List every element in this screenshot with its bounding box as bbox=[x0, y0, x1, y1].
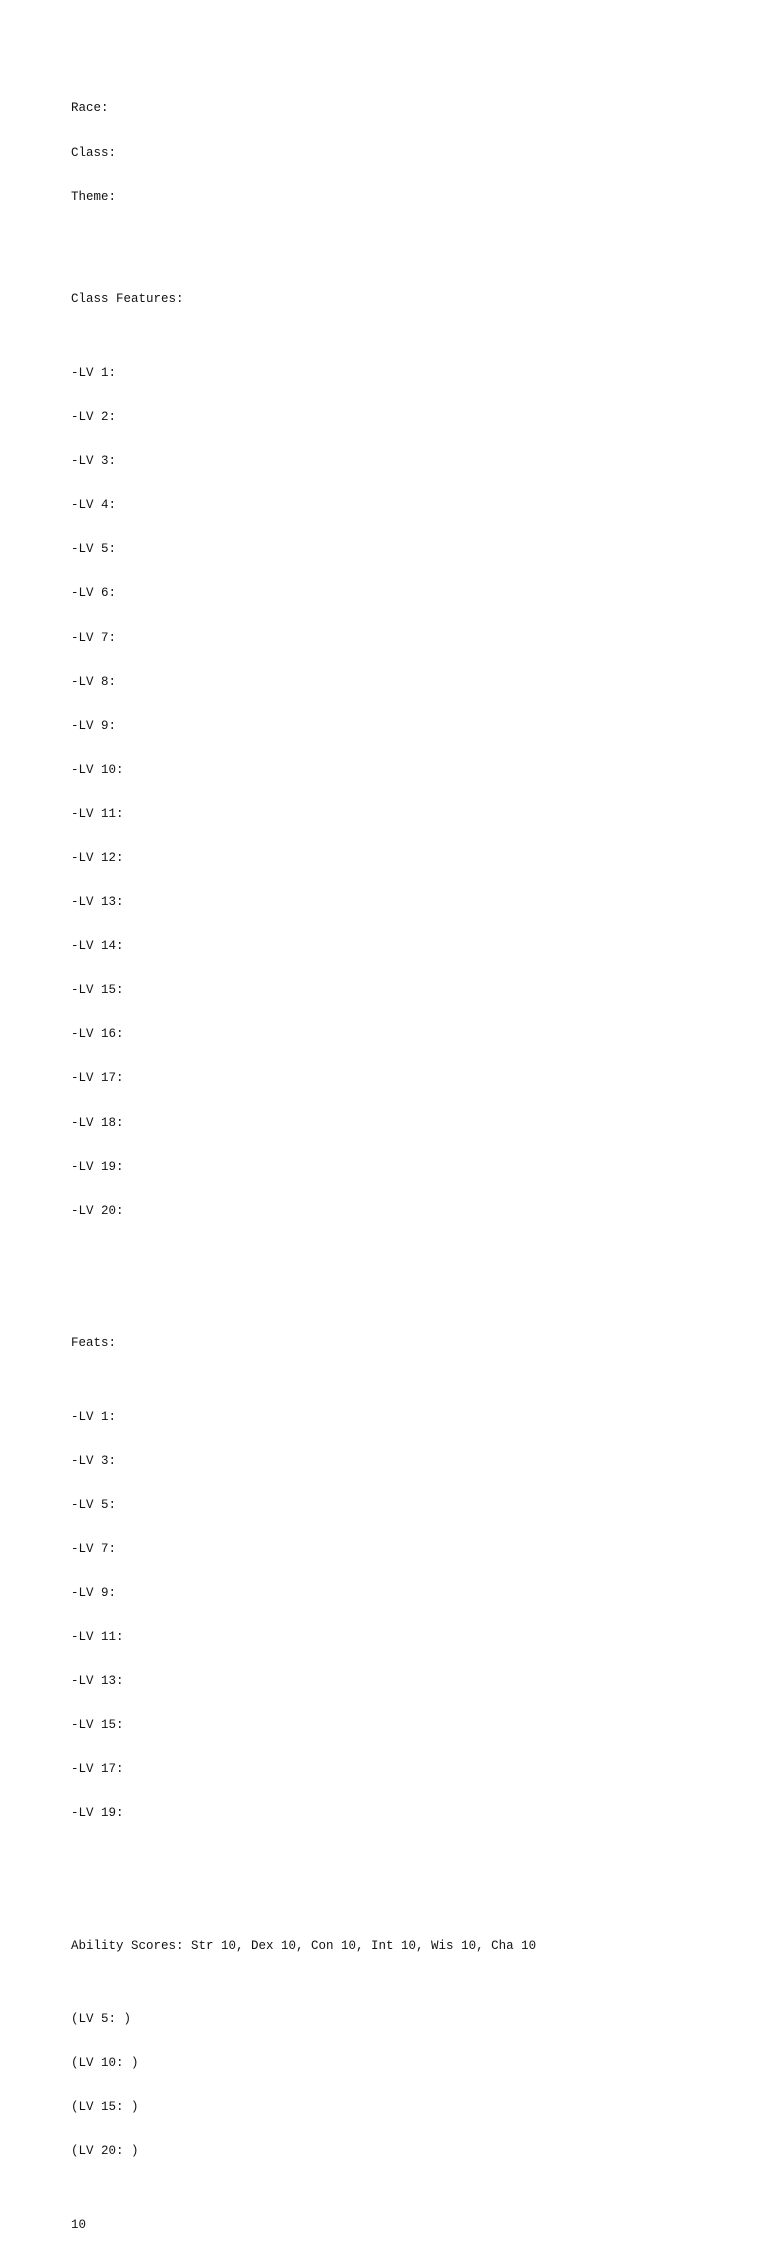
feat-level: -LV 13: bbox=[71, 1674, 124, 1689]
class-feature-level: -LV 9: bbox=[71, 718, 117, 733]
ability-increase-level: (LV 15: ) bbox=[71, 2100, 139, 2115]
class-feature-level: -LV 15: bbox=[71, 983, 124, 998]
class-feature-level: -LV 12: bbox=[71, 851, 124, 866]
class-feature-level: -LV 14: bbox=[71, 939, 124, 954]
ability-increase-level: (LV 5: ) bbox=[71, 2012, 132, 2027]
feat-level: -LV 15: bbox=[71, 1718, 124, 1733]
spacer bbox=[71, 234, 536, 249]
class-feature-level: -LV 16: bbox=[71, 1027, 124, 1042]
ability-increase-list bbox=[71, 1983, 536, 2189]
spacer bbox=[71, 1880, 536, 1895]
class-feature-level: -LV 7: bbox=[71, 630, 117, 645]
race-label: Race: bbox=[71, 101, 109, 116]
theme-label: Theme: bbox=[71, 189, 117, 204]
class-features-list bbox=[71, 337, 536, 1248]
class-feature-level: -LV 20: bbox=[71, 1203, 124, 1218]
class-feature-level: -LV 2: bbox=[71, 410, 117, 425]
class-feature-level: -LV 11: bbox=[71, 806, 124, 821]
feat-level: -LV 3: bbox=[71, 1453, 117, 1468]
document-body bbox=[71, 72, 536, 2247]
class-feature-level: -LV 6: bbox=[71, 586, 117, 601]
class-feature-level: -LV 10: bbox=[71, 762, 124, 777]
class-feature-level: -LV 17: bbox=[71, 1071, 124, 1086]
feat-level: -LV 7: bbox=[71, 1541, 117, 1556]
class-label: Class: bbox=[71, 145, 117, 160]
ability-scores-line: Ability Scores: Str 10, Dex 10, Con 10, Int 10, Wis 10, Cha 10 bbox=[71, 1938, 537, 1953]
feat-level: -LV 9: bbox=[71, 1585, 117, 1600]
class-features-heading: Class Features: bbox=[71, 292, 184, 307]
class-feature-level: -LV 5: bbox=[71, 542, 117, 557]
class-feature-level: -LV 8: bbox=[71, 674, 117, 689]
class-feature-level: -LV 18: bbox=[71, 1115, 124, 1130]
class-feature-level: -LV 19: bbox=[71, 1159, 124, 1174]
feat-level: -LV 1: bbox=[71, 1409, 117, 1424]
feat-level: -LV 19: bbox=[71, 1806, 124, 1821]
ability-increase-level: (LV 10: ) bbox=[71, 2056, 139, 2071]
class-feature-level: -LV 13: bbox=[71, 895, 124, 910]
feats-heading: Feats: bbox=[71, 1336, 117, 1351]
ability-increase-level: (LV 20: ) bbox=[71, 2144, 139, 2159]
class-feature-level: -LV 3: bbox=[71, 454, 117, 469]
feat-level: -LV 11: bbox=[71, 1630, 124, 1645]
feats-list bbox=[71, 1380, 536, 1850]
spacer bbox=[71, 1277, 536, 1292]
trailing-value: 10 bbox=[71, 2217, 87, 2232]
feat-level: -LV 17: bbox=[71, 1762, 124, 1777]
class-feature-level: -LV 4: bbox=[71, 498, 117, 513]
feat-level: -LV 5: bbox=[71, 1497, 117, 1512]
class-feature-level: -LV 1: bbox=[71, 365, 117, 380]
